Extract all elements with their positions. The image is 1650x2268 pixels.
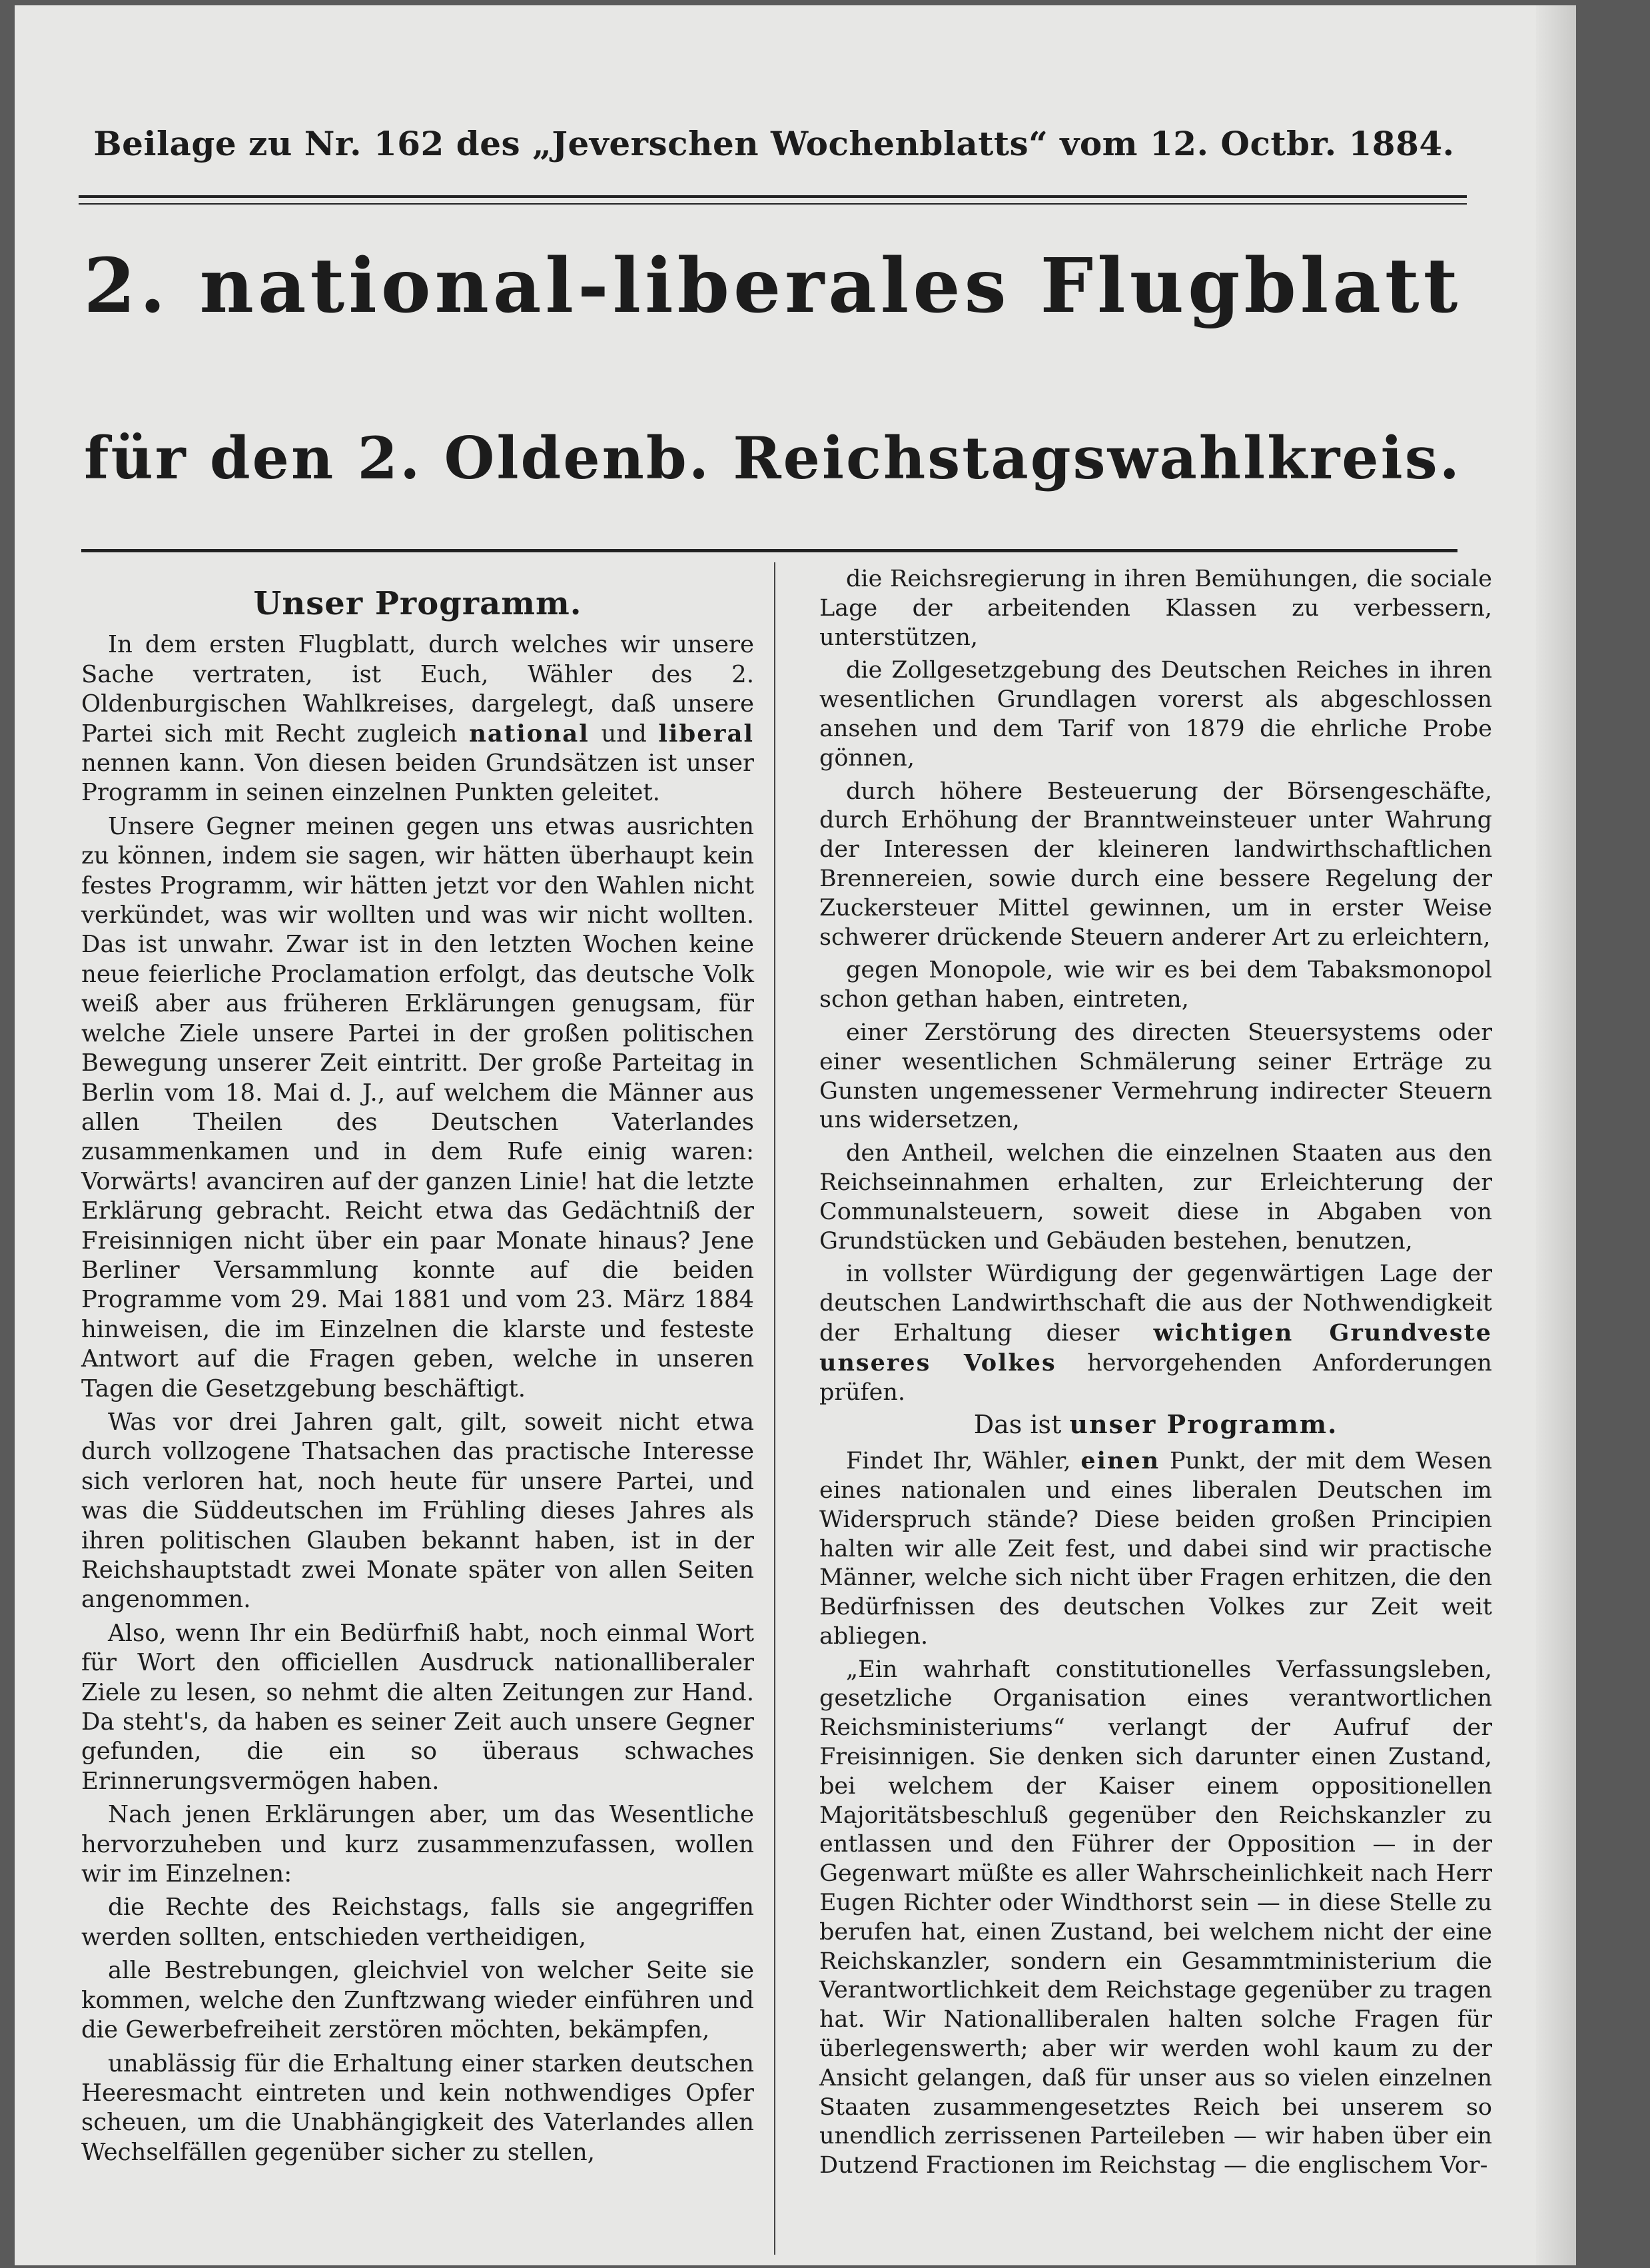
emphasis-grundveste: wichtigen Grundveste unseres Volkes [819,1319,1492,1377]
list-item: die Reichsregierung in ihren Bemühungen, die sociale Lage der arbeitenden Klassen zu verbessern, unterstützen, [819,566,1492,651]
page-subtitle: für den 2. Oldenb. Reichstagswahlkreis. [84,424,1461,492]
paragraph-1-text: In dem ersten Flugblatt, durch welches wir unsere Sache vertraten, ist Euch, Wähler des 2. Oldenburgischen Wahlkreises, dargelegt, daß unsere Partei sich mit Recht zugleich [81,631,754,748]
list-item: einer Zerstörung des directen Steuersystems oder einer wesentlichen Schmälerung seiner Erträge zu Gunsten ungemessener Vermehrung indirecter Steuern uns widersetzen, [819,1019,1492,1134]
emphasis-national: national [469,720,590,748]
scan-background [1576,0,1650,2268]
list-item: unablässig für die Erhaltung einer starken deutschen Heeresmacht eintreten und kein nothwendiges Opfer scheuen, um die Unabhängigkeit des Vaterlandes allen Wechselfällen gegenüber sicher zu stellen, [81,2049,754,2166]
paragraph-4: Also, wenn Ihr ein Bedürfniß habt, noch einmal Wort für Wort den officiellen Ausdruck nationalliberaler Ziele zu lesen, so nehmt die alten Zeitungen zur Hand. Da steht's, da haben es seiner Zeit auch unsere Gegner gefunden, die ein so überaus schwaches Erinnerungsvermögen haben. [81,1619,754,1795]
header-rule [79,195,1467,198]
list-item [819,1260,1492,1407]
paragraph-findet [819,1446,1492,1652]
header-rule-thin [79,203,1467,205]
supplement-line: Beilage zu Nr. 162 des „Jeverschen Wochenblatts“ vom 12. Octbr. 1884. [93,124,1455,163]
page-title: 2. national-liberales Flugblatt [83,243,1462,330]
list-item: die Rechte des Reichstags, falls sie angegriffen werden sollten, entschieden vertheidigen, [81,1894,754,1951]
list-item-text: in vollster Würdigung der gegenwärtigen Lage der deutschen Landwirthschaft die aus der Nothwendigkeit der Erhaltung dieser [819,1261,1492,1347]
program-subheading [819,1410,1492,1440]
left-column [81,565,754,2167]
paragraph-3: Was vor drei Jahren galt, gilt, soweit nicht etwa durch vollzogene Thatsachen das practische Interesse sich verloren hat, noch heute für unsere Partei, und was die Süddeutschen im Frühling dieses Jahres als ihren politischen Glauben bekannt haben, ist in der Reichshauptstadt zwei Monate später von allen Seiten angenommen. [81,1408,754,1614]
list-item: den Antheil, welchen die einzelnen Staaten aus den Reichseinnahmen erhalten, zur Erleichterung der Communalsteuern, soweit diese in Abgaben von Grundstücken und Gebäuden bestehen, benutzen, [819,1140,1492,1255]
paragraph-2: Unsere Gegner meinen gegen uns etwas ausrichten zu können, indem sie sagen, wir hätten überhaupt kein festes Programm, wir hätten jetzt vor den Wahlen nicht verkündet, was wir wollten und was wir nicht wollten. Das ist unwahr. Zwar ist in den letzten Wochen keine neue feierliche Proclamation erfolgt, das deutsche Volk weiß aber aus früheren Erklärungen genugsam, für welche Ziele unsere Partei in der großen politischen Bewegung unserer Zeit eintritt. Der große Parteitag in Berlin vom 18. Mai d. J., auf welchem die Männer aus allen Theilen des Deutschen Vaterlandes zusammenkamen und in dem Rufe einig waren: Vorwärts! avanciren auf der ganzen Linie! hat die letzte Erklärung gebracht. Reicht etwa das Gedächtniß der Freisinnigen nicht über ein paar Monate hinaus? Jene Berliner Versammlung konnte auf die beiden Programme vom 29. Mai 1881 und vom 23. März 1884 hinweisen, die im Einzelnen die klarste und festeste Antwort auf die Fragen geben, welche in unseren Tagen die Gesetzgebung beschäftigt. [81,812,754,1403]
title-rule [81,549,1457,552]
emphasis-liberal: liberal [658,720,754,748]
right-column [819,565,1492,2181]
paragraph-1 [81,630,754,808]
paragraph-1-and: und [601,720,647,748]
list-item: gegen Monopole, wie wir es bei dem Tabaksmonopol schon gethan haben, eintreten, [819,957,1492,1013]
column-divider [774,562,775,2255]
paragraph-1-end: nennen kann. Von diesen beiden Grundsätzen ist unser Programm in seinen einzelnen Punkten geleitet. [81,750,754,807]
paragraph-verfassung: „Ein wahrhaft constitutionelles Verfassungsleben, gesetzliche Organisation eines verantwortlichen Reichsministeriums“ verlangt der Aufruf der Freisinnigen. Sie denken sich darunter einen Zustand, bei welchem der Kaiser einem oppositionellen Majoritätsbeschluß gegenüber den Reichskanzler zu entlassen und den Führer der Opposition — in der Gegenwart müßte es aller Wahrscheinlichkeit nach Herr Eugen Richter oder Windthorst sein — in diese Stelle zu berufen hat, einen Zustand, bei welchem nicht der eine Reichskanzler, sondern ein Gesammtministerium die Verantwortlichkeit dem Reichstage gegenüber zu tragen hat. Wir Nationalliberalen halten solche Fragen für überlegenswerth; aber wir werden wohl kaum zu der Ansicht gelangen, daß für unser aus so vielen einzelnen Staaten zusammengesetztes Reich bei unserem so unendlich zerrissenen Parteileben — wir haben über ein Dutzend Fractionen im Reichstag — die englischem Vor- [819,1656,1492,2179]
paragraph-findet-rest: Punkt, der mit dem Wesen eines nationalen und eines liberalen Deutschen im Widerspruch stände? Diese beiden großen Principien halten wir alle Zeit fest, und dabei sind wir practische Männer, welche sich nicht über Fragen erhitzen, die den Bedürfnissen des deutschen Volkes zur Zeit weit abliegen. [819,1448,1492,1650]
newspaper-page [15,5,1576,2265]
list-item: alle Bestrebungen, gleichviel von welcher Seite sie kommen, welche den Zunftzwang wieder einführen und die Gewerbefreiheit zerstören möchten, bekämpfen, [81,1957,754,2044]
paragraph-findet-start: Findet Ihr, Wähler, [846,1448,1071,1475]
subheading-emphasis: unser Programm. [1069,1409,1338,1440]
section-heading: Unser Programm. [253,585,582,622]
emphasis-einen: einen [1080,1447,1160,1475]
list-item: die Zollgesetzgebung des Deutschen Reiches in ihren wesentlichen Grundlagen vorerst als abgeschlossen ansehen und dem Tarif von 1879 die ehrliche Probe gönnen, [819,657,1492,772]
paragraph-5: Nach jenen Erklärungen aber, um das Wesentliche hervorzuheben und kurz zusammenzufassen, wollen wir im Einzelnen: [81,1801,754,1888]
page-edge-shadow [1536,5,1576,2265]
list-item-end: hervorgehenden Anforderungen prüfen. [819,1349,1492,1406]
list-item: durch höhere Besteuerung der Börsengeschäfte, durch Erhöhung der Branntweinsteuer unter Wahrung der Interessen der kleineren landwirthschaftlichen Brennereien, sowie durch eine bessere Regelung der Zuckersteuer Mittel gewinnen, um in erster Weise schwerer drückende Steuern anderer Art zu erleichtern, [819,778,1492,951]
subheading-lead: Das ist [973,1410,1062,1440]
